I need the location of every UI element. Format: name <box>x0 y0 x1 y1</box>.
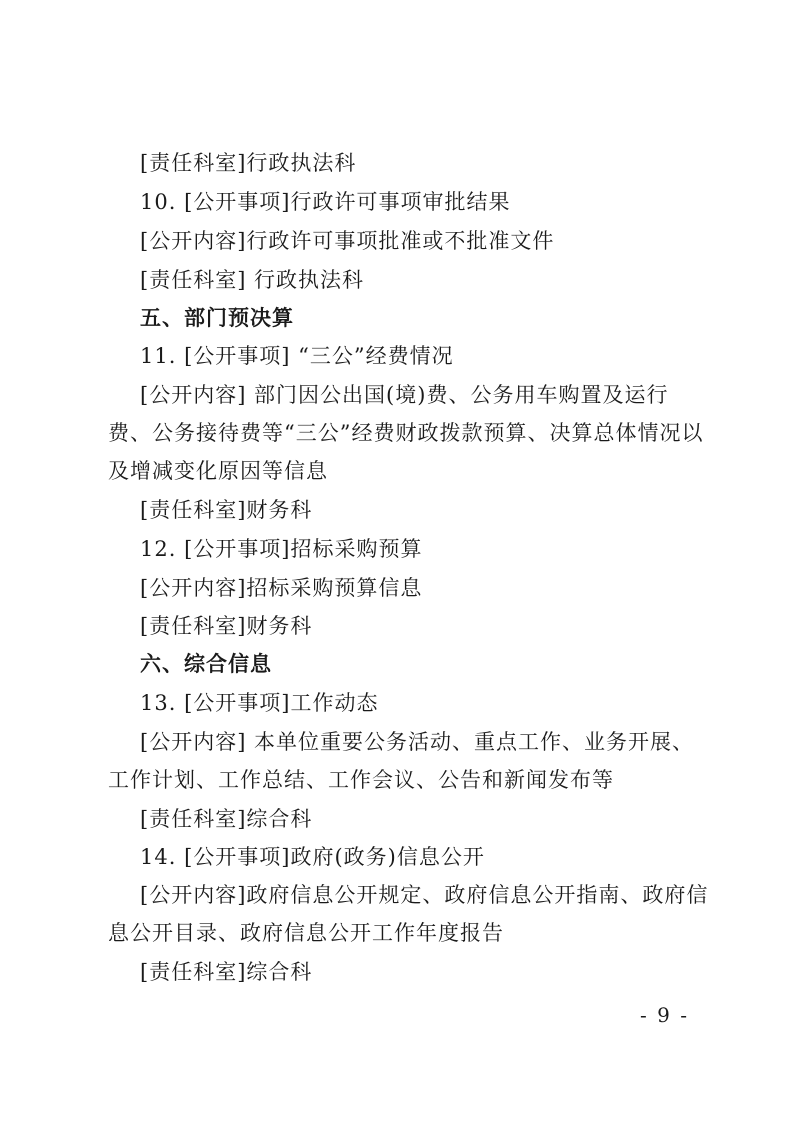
text-line-2: 10. [公开事项]行政许可事项审批结果 <box>140 190 511 214</box>
text-line-13: [责任科室]财务科 <box>140 614 313 638</box>
text-line-20: [公开内容]政府信息公开规定、政府信息公开指南、政府信 <box>140 883 709 907</box>
text-line-22: [责任科室]综合科 <box>140 960 313 984</box>
text-line-19: 14. [公开事项]政府(政务)信息公开 <box>140 845 485 869</box>
text-line-17: 工作计划、工作总结、工作会议、公告和新闻发布等 <box>108 768 614 792</box>
text-line-3: [公开内容]行政许可事项批准或不批准文件 <box>140 229 555 253</box>
text-line-16: [公开内容] 本单位重要公务活动、重点工作、业务开展、 <box>140 730 695 754</box>
text-line-11: 12. [公开事项]招标采购预算 <box>140 537 423 561</box>
text-line-4: [责任科室] 行政执法科 <box>140 268 365 292</box>
text-line-1: [责任科室]行政执法科 <box>140 151 357 175</box>
text-line-18: [责任科室]综合科 <box>140 807 313 831</box>
page-number: - 9 - <box>640 1003 689 1027</box>
text-line-15: 13. [公开事项]工作动态 <box>140 691 379 715</box>
text-line-6: 11. [公开事项] “三公”经费情况 <box>140 344 454 368</box>
text-line-8: 费、公务接待费等“三公”经费财政拨款预算、决算总体情况以 <box>108 421 704 445</box>
text-line-7: [公开内容] 部门因公出国(境)费、公务用车购置及运行 <box>140 383 669 407</box>
text-line-21: 息公开目录、政府信息公开工作年度报告 <box>108 921 504 945</box>
section-heading-budget: 五、部门预决算 <box>140 306 294 330</box>
text-line-10: [责任科室]财务科 <box>140 498 313 522</box>
text-line-9: 及增减变化原因等信息 <box>108 459 328 483</box>
text-line-12: [公开内容]招标采购预算信息 <box>140 576 423 600</box>
section-heading-general-info: 六、综合信息 <box>140 652 272 676</box>
